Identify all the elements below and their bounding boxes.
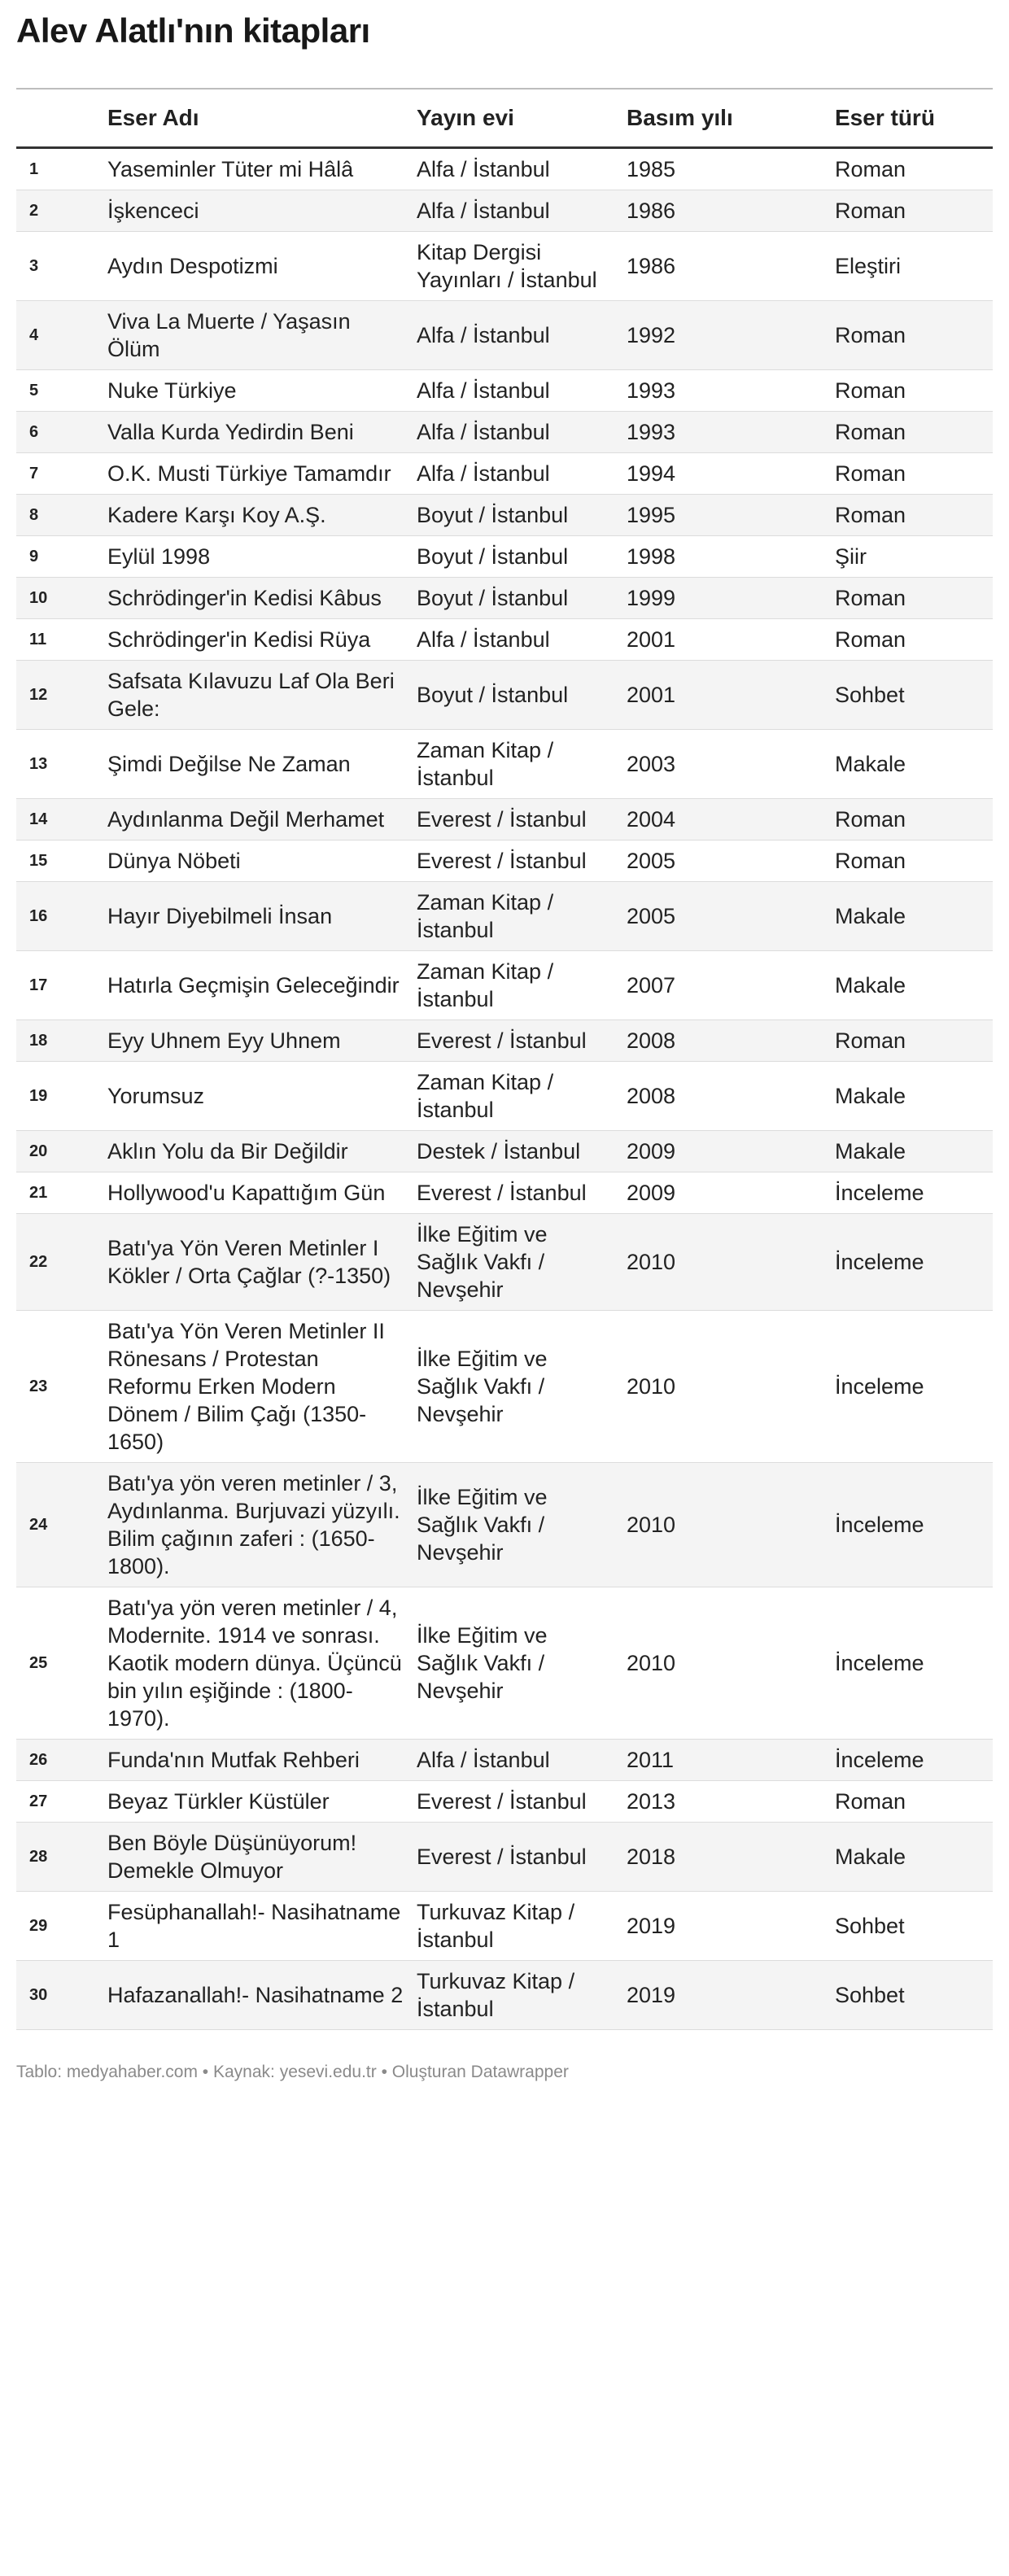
table-row	[16, 1961, 993, 2030]
cell-year: 2018	[620, 1823, 828, 1892]
cell-number: 1	[16, 148, 101, 190]
cell-year: 2004	[620, 799, 828, 840]
cell-title: O.K. Musti Türkiye Tamamdır	[101, 453, 410, 495]
table-row	[16, 148, 993, 190]
header-col-title: Eser Adı	[101, 90, 410, 148]
cell-number: 26	[16, 1740, 101, 1781]
cell-title: Aklın Yolu da Bir Değildir	[101, 1131, 410, 1172]
cell-year: 2001	[620, 619, 828, 661]
cell-number: 30	[16, 1961, 101, 2030]
cell-publisher: Alfa / İstanbul	[410, 370, 620, 412]
table-row	[16, 1463, 993, 1587]
table-row	[16, 619, 993, 661]
table-header	[16, 90, 993, 148]
cell-publisher: Everest / İstanbul	[410, 1020, 620, 1062]
cell-number: 17	[16, 951, 101, 1020]
cell-number: 16	[16, 882, 101, 951]
cell-title: Eylül 1998	[101, 536, 410, 578]
cell-number: 8	[16, 495, 101, 536]
cell-year: 2010	[620, 1311, 828, 1463]
cell-genre: Roman	[828, 148, 993, 190]
cell-publisher: Alfa / İstanbul	[410, 1740, 620, 1781]
table-row	[16, 232, 993, 301]
cell-year: 2019	[620, 1961, 828, 2030]
cell-year: 1985	[620, 148, 828, 190]
cell-title: Aydın Despotizmi	[101, 232, 410, 301]
cell-genre: Roman	[828, 578, 993, 619]
page-title: Alev Alatlı'nın kitapları	[16, 11, 370, 50]
cell-genre: Roman	[828, 799, 993, 840]
cell-publisher: Turkuvaz Kitap / İstanbul	[410, 1961, 620, 2030]
cell-number: 12	[16, 661, 101, 730]
cell-year: 1986	[620, 190, 828, 232]
cell-genre: Makale	[828, 1131, 993, 1172]
cell-publisher: Zaman Kitap / İstanbul	[410, 730, 620, 799]
cell-year: 1994	[620, 453, 828, 495]
cell-title: Eyy Uhnem Eyy Uhnem	[101, 1020, 410, 1062]
cell-publisher: Alfa / İstanbul	[410, 190, 620, 232]
cell-number: 9	[16, 536, 101, 578]
cell-title: Hafazanallah!- Nasihatname 2	[101, 1961, 410, 2030]
cell-number: 10	[16, 578, 101, 619]
table-row	[16, 730, 993, 799]
cell-number: 20	[16, 1131, 101, 1172]
cell-title: Viva La Muerte / Yaşasın Ölüm	[101, 301, 410, 370]
table-row	[16, 1062, 993, 1131]
cell-publisher: Boyut / İstanbul	[410, 578, 620, 619]
cell-title: Ben Böyle Düşünüyorum! Demekle Olmuyor	[101, 1823, 410, 1892]
table-row	[16, 1172, 993, 1214]
cell-publisher: Alfa / İstanbul	[410, 412, 620, 453]
cell-genre: Roman	[828, 1781, 993, 1823]
table-row	[16, 301, 993, 370]
cell-publisher: Alfa / İstanbul	[410, 148, 620, 190]
cell-year: 1995	[620, 495, 828, 536]
cell-publisher: Alfa / İstanbul	[410, 619, 620, 661]
cell-genre: Roman	[828, 412, 993, 453]
cell-publisher: Kitap Dergisi Yayınları / İstanbul	[410, 232, 620, 301]
header-col-year: Basım yılı	[620, 90, 828, 148]
table-row	[16, 799, 993, 840]
cell-title: Schrödinger'in Kedisi Kâbus	[101, 578, 410, 619]
cell-year: 2019	[620, 1892, 828, 1961]
cell-number: 22	[16, 1214, 101, 1311]
cell-genre: Şiir	[828, 536, 993, 578]
table-row	[16, 1214, 993, 1311]
cell-genre: Roman	[828, 1020, 993, 1062]
cell-number: 14	[16, 799, 101, 840]
table-row	[16, 840, 993, 882]
table-row	[16, 1740, 993, 1781]
cell-year: 1993	[620, 370, 828, 412]
table-body	[16, 148, 993, 2030]
cell-title: Batı'ya yön veren metinler / 4, Modernite. 1914 ve sonrası. Kaotik modern dünya. Üçüncü bin yılın eşiğinde : (1800-1970).	[101, 1587, 410, 1740]
table-row	[16, 1587, 993, 1740]
cell-title: Dünya Nöbeti	[101, 840, 410, 882]
cell-publisher: Zaman Kitap / İstanbul	[410, 951, 620, 1020]
cell-genre: İnceleme	[828, 1311, 993, 1463]
cell-publisher: Boyut / İstanbul	[410, 661, 620, 730]
cell-genre: İnceleme	[828, 1740, 993, 1781]
cell-publisher: Everest / İstanbul	[410, 1781, 620, 1823]
table-row	[16, 1131, 993, 1172]
cell-year: 2003	[620, 730, 828, 799]
cell-year: 2005	[620, 882, 828, 951]
books-table	[16, 90, 993, 2030]
cell-year: 2001	[620, 661, 828, 730]
cell-number: 27	[16, 1781, 101, 1823]
cell-publisher: Everest / İstanbul	[410, 1172, 620, 1214]
cell-genre: Eleştiri	[828, 232, 993, 301]
cell-year: 1993	[620, 412, 828, 453]
cell-year: 1999	[620, 578, 828, 619]
cell-title: Kadere Karşı Koy A.Ş.	[101, 495, 410, 536]
cell-title: Beyaz Türkler Küstüler	[101, 1781, 410, 1823]
cell-genre: Makale	[828, 1062, 993, 1131]
header-col-genre: Eser türü	[828, 90, 993, 148]
cell-title: Batı'ya yön veren metinler / 3, Aydınlanma. Burjuvazi yüzyılı. Bilim çağının zaferi : (1650-1800).	[101, 1463, 410, 1587]
cell-title: Funda'nın Mutfak Rehberi	[101, 1740, 410, 1781]
cell-title: Yorumsuz	[101, 1062, 410, 1131]
cell-publisher: İlke Eğitim ve Sağlık Vakfı / Nevşehir	[410, 1587, 620, 1740]
cell-genre: Sohbet	[828, 661, 993, 730]
cell-number: 21	[16, 1172, 101, 1214]
cell-year: 2009	[620, 1172, 828, 1214]
cell-publisher: Destek / İstanbul	[410, 1131, 620, 1172]
cell-number: 15	[16, 840, 101, 882]
cell-year: 2011	[620, 1740, 828, 1781]
cell-publisher: Alfa / İstanbul	[410, 453, 620, 495]
cell-title: Batı'ya Yön Veren Metinler II Rönesans / Protestan Reformu Erken Modern Dönem / Bilim Çağı (1350-1650)	[101, 1311, 410, 1463]
cell-year: 2007	[620, 951, 828, 1020]
header-col-publisher: Yayın evi	[410, 90, 620, 148]
cell-genre: İnceleme	[828, 1172, 993, 1214]
cell-genre: Roman	[828, 190, 993, 232]
cell-publisher: Turkuvaz Kitap / İstanbul	[410, 1892, 620, 1961]
table-row	[16, 661, 993, 730]
cell-number: 7	[16, 453, 101, 495]
cell-genre: Roman	[828, 453, 993, 495]
cell-title: Şimdi Değilse Ne Zaman	[101, 730, 410, 799]
cell-genre: Makale	[828, 730, 993, 799]
cell-genre: Roman	[828, 301, 993, 370]
cell-year: 2005	[620, 840, 828, 882]
cell-title: Hollywood'u Kapattığım Gün	[101, 1172, 410, 1214]
table-row	[16, 1892, 993, 1961]
cell-publisher: Boyut / İstanbul	[410, 495, 620, 536]
cell-number: 4	[16, 301, 101, 370]
cell-title: İşkenceci	[101, 190, 410, 232]
cell-genre: Sohbet	[828, 1892, 993, 1961]
cell-year: 2010	[620, 1463, 828, 1587]
table-row	[16, 1311, 993, 1463]
cell-genre: Roman	[828, 840, 993, 882]
cell-publisher: Everest / İstanbul	[410, 1823, 620, 1892]
table-row	[16, 190, 993, 232]
cell-number: 19	[16, 1062, 101, 1131]
header-col-number	[16, 90, 101, 148]
cell-title: Safsata Kılavuzu Laf Ola Beri Gele:	[101, 661, 410, 730]
cell-title: Valla Kurda Yedirdin Beni	[101, 412, 410, 453]
cell-number: 11	[16, 619, 101, 661]
cell-year: 1986	[620, 232, 828, 301]
table-row	[16, 370, 993, 412]
cell-number: 24	[16, 1463, 101, 1587]
cell-genre: Roman	[828, 495, 993, 536]
cell-year: 1992	[620, 301, 828, 370]
cell-year: 2013	[620, 1781, 828, 1823]
cell-title: Aydınlanma Değil Merhamet	[101, 799, 410, 840]
cell-number: 28	[16, 1823, 101, 1892]
table-row	[16, 578, 993, 619]
cell-genre: Roman	[828, 619, 993, 661]
table-row	[16, 536, 993, 578]
cell-publisher: Alfa / İstanbul	[410, 301, 620, 370]
cell-genre: Makale	[828, 882, 993, 951]
cell-title: Hatırla Geçmişin Geleceğindir	[101, 951, 410, 1020]
cell-title: Schrödinger'in Kedisi Rüya	[101, 619, 410, 661]
cell-publisher: İlke Eğitim ve Sağlık Vakfı / Nevşehir	[410, 1463, 620, 1587]
cell-genre: İnceleme	[828, 1463, 993, 1587]
table-row	[16, 1781, 993, 1823]
cell-publisher: Everest / İstanbul	[410, 840, 620, 882]
cell-year: 2009	[620, 1131, 828, 1172]
cell-year: 2010	[620, 1587, 828, 1740]
cell-title: Yaseminler Tüter mi Hâlâ	[101, 148, 410, 190]
cell-number: 25	[16, 1587, 101, 1740]
cell-number: 29	[16, 1892, 101, 1961]
cell-publisher: İlke Eğitim ve Sağlık Vakfı / Nevşehir	[410, 1311, 620, 1463]
table-row	[16, 951, 993, 1020]
table-row	[16, 1823, 993, 1892]
table-row	[16, 1020, 993, 1062]
cell-publisher: Boyut / İstanbul	[410, 536, 620, 578]
cell-title: Fesüphanallah!- Nasihatname 1	[101, 1892, 410, 1961]
cell-genre: Makale	[828, 1823, 993, 1892]
cell-genre: Roman	[828, 370, 993, 412]
cell-genre: İnceleme	[828, 1214, 993, 1311]
cell-publisher: İlke Eğitim ve Sağlık Vakfı / Nevşehir	[410, 1214, 620, 1311]
cell-year: 1998	[620, 536, 828, 578]
cell-title: Hayır Diyebilmeli İnsan	[101, 882, 410, 951]
cell-number: 6	[16, 412, 101, 453]
cell-genre: Sohbet	[828, 1961, 993, 2030]
cell-publisher: Everest / İstanbul	[410, 799, 620, 840]
cell-year: 2008	[620, 1020, 828, 1062]
table-row	[16, 412, 993, 453]
cell-number: 2	[16, 190, 101, 232]
header-row	[16, 90, 993, 148]
cell-number: 3	[16, 232, 101, 301]
cell-title: Nuke Türkiye	[101, 370, 410, 412]
table-row	[16, 495, 993, 536]
cell-genre: İnceleme	[828, 1587, 993, 1740]
cell-publisher: Zaman Kitap / İstanbul	[410, 882, 620, 951]
cell-genre: Makale	[828, 951, 993, 1020]
cell-number: 23	[16, 1311, 101, 1463]
table-row	[16, 453, 993, 495]
cell-title: Batı'ya Yön Veren Metinler I Kökler / Orta Çağlar (?-1350)	[101, 1214, 410, 1311]
cell-year: 2008	[620, 1062, 828, 1131]
table-row	[16, 882, 993, 951]
cell-year: 2010	[620, 1214, 828, 1311]
source-footer: Tablo: medyahaber.com • Kaynak: yesevi.edu.tr • Oluşturan Datawrapper	[16, 2063, 569, 2081]
cell-number: 18	[16, 1020, 101, 1062]
cell-number: 13	[16, 730, 101, 799]
cell-number: 5	[16, 370, 101, 412]
cell-publisher: Zaman Kitap / İstanbul	[410, 1062, 620, 1131]
